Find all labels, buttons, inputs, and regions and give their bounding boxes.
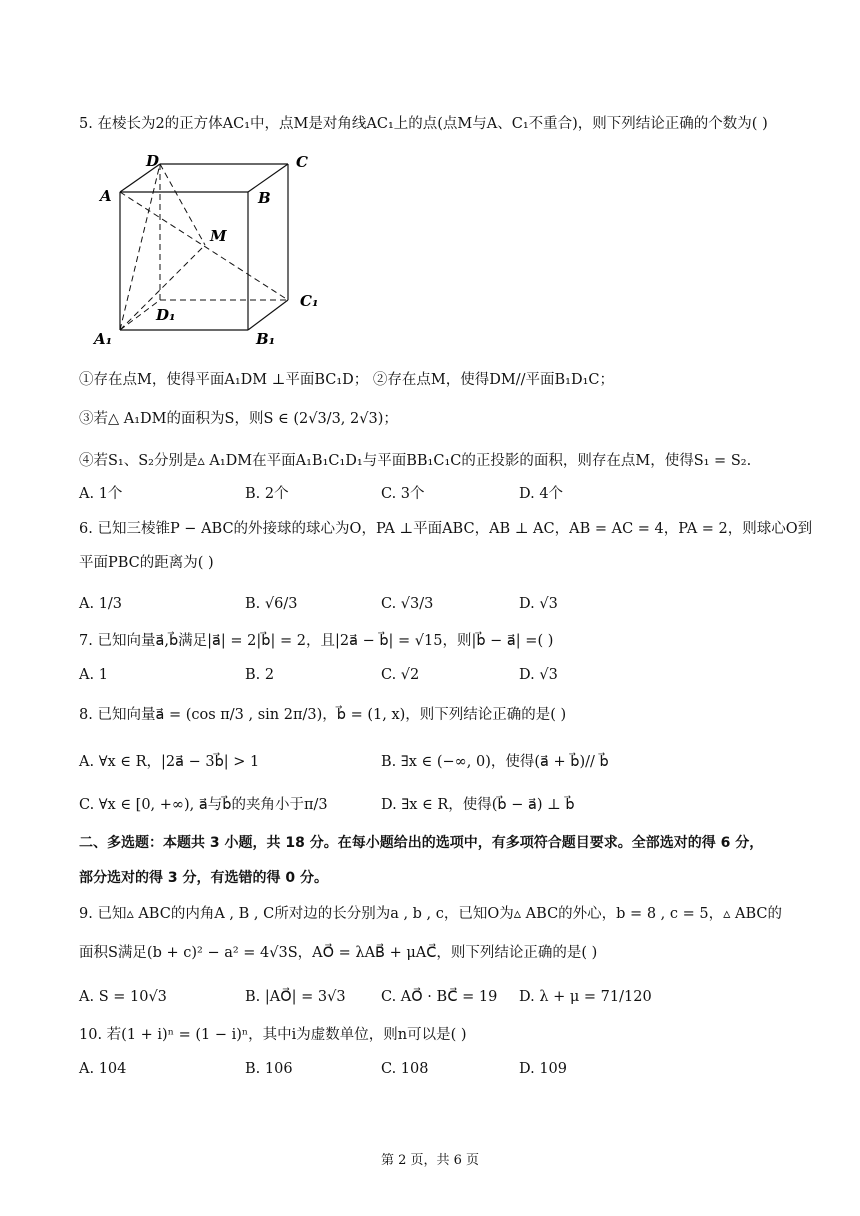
q8-option-a: A. ∀x ∈ R，|2a⃗ − 3b⃗| > 1 — [79, 754, 260, 770]
q6-stem-line1: 6. 已知三棱锥P − ABC的外接球的球心为O，PA ⊥平面ABC，AB ⊥ AC，AB = AC = 4，PA = 2，则球心O到 — [79, 521, 813, 537]
label-D1: D₁ — [156, 306, 176, 324]
q9-option-b: B. |AO⃗| = 3√3 — [245, 989, 346, 1005]
q7-option-d: D. √3 — [519, 667, 558, 683]
label-C1: C₁ — [300, 292, 319, 310]
q8-option-b: B. ∃x ∈ (−∞, 0)，使得(a⃗ + b⃗)// b⃗ — [381, 754, 609, 770]
q7-option-b: B. 2 — [245, 667, 275, 683]
section2-heading-line2: 部分选对的得 3 分，有选错的得 0 分。 — [79, 870, 328, 886]
q9-option-c: C. AO⃗ · BC⃗ = 19 — [381, 989, 498, 1005]
q6-option-c: C. √3/3 — [381, 596, 434, 612]
q10-option-a: A. 104 — [79, 1061, 127, 1077]
q9-stem-line2: 面积S满足(b + c)² − a² = 4√3S，AO⃗ = λAB⃗ + μAC⃗，则下列结论正确的是( ) — [79, 945, 598, 961]
q10-stem: 10. 若(1 + i)ⁿ = (1 − i)ⁿ，其中i为虚数单位，则n可以是( ) — [79, 1027, 467, 1043]
q6-option-b: B. √6/3 — [245, 596, 298, 612]
q8-option-d: D. ∃x ∈ R，使得(b⃗ − a⃗) ⊥ b⃗ — [381, 797, 575, 813]
page-footer: 第 2 页，共 6 页 — [380, 1153, 480, 1168]
q7-option-c: C. √2 — [381, 667, 420, 683]
label-A1: A₁ — [94, 330, 113, 348]
q5-statement-3: ③若△ A₁DM的面积为S，则S ∈ (2√3/3, 2√3)； — [79, 411, 398, 427]
q6-option-a: A. 1/3 — [79, 596, 123, 612]
q5-stem: 5. 在棱长为2的正方体AC₁中，点M是对角线AC₁上的点(点M与A、C₁不重合)，则下列结论正确的个数为( ) — [79, 116, 768, 132]
diagonal-AC1 — [120, 192, 288, 300]
label-B1: B₁ — [256, 330, 276, 348]
cube-figure — [88, 150, 328, 350]
label-C: C — [296, 153, 308, 171]
q5-option-b: B. 2个 — [245, 486, 289, 502]
q9-stem-line1: 9. 已知▵ ABC的内角A , B , C所对边的长分别为a , b , c，已知O为▵ ABC的外心，b = 8 , c = 5，▵ ABC的 — [79, 906, 782, 922]
q6-stem-line2: 平面PBC的距离为( ) — [79, 555, 214, 571]
section2-heading-line1: 二、多选题：本题共 3 小题，共 18 分。在每小题给出的选项中，有多项符合题目要求。全部选对的得 6 分， — [79, 835, 764, 851]
q6-option-d: D. √3 — [519, 596, 558, 612]
q5-option-d: D. 4个 — [519, 486, 564, 502]
q7-option-a: A. 1 — [79, 667, 108, 683]
q9-option-d: D. λ + μ = 71/120 — [519, 989, 652, 1005]
label-M: M — [210, 227, 227, 245]
q5-statement-1-2: ①存在点M，使得平面A₁DM ⊥平面BC₁D； ②存在点M，使得DM//平面B₁D₁C； — [79, 372, 615, 388]
q5-option-a: A. 1个 — [79, 486, 123, 502]
q10-option-c: C. 108 — [381, 1061, 429, 1077]
label-A: A — [100, 187, 112, 205]
q8-option-c: C. ∀x ∈ [0, +∞), a⃗与b⃗的夹角小于π/3 — [79, 797, 328, 813]
q10-option-b: B. 106 — [245, 1061, 293, 1077]
q8-stem: 8. 已知向量a⃗ = (cos π/3 , sin 2π/3)，b⃗ = (1, x)，则下列结论正确的是( ) — [79, 707, 567, 723]
q10-option-d: D. 109 — [519, 1061, 568, 1077]
segment-DM — [160, 164, 205, 245]
label-D: D — [146, 152, 160, 170]
q9-option-a: A. S = 10√3 — [79, 989, 167, 1005]
label-B: B — [258, 189, 271, 207]
edge-BC — [248, 164, 288, 192]
q7-stem: 7. 已知向量a⃗,b⃗满足|a⃗| = 2|b⃗| = 2，且|2a⃗ − b⃗| = √15，则|b⃗ − a⃗| =( ) — [79, 633, 554, 649]
q5-statement-4: ④若S₁、S₂分别是▵ A₁DM在平面A₁B₁C₁D₁与平面BB₁C₁C的正投影的面积，则存在点M，使得S₁ = S₂. — [79, 453, 752, 469]
edge-B1C1 — [248, 300, 288, 330]
q5-option-c: C. 3个 — [381, 486, 425, 502]
hidden-edge-A1D1 — [120, 300, 160, 330]
